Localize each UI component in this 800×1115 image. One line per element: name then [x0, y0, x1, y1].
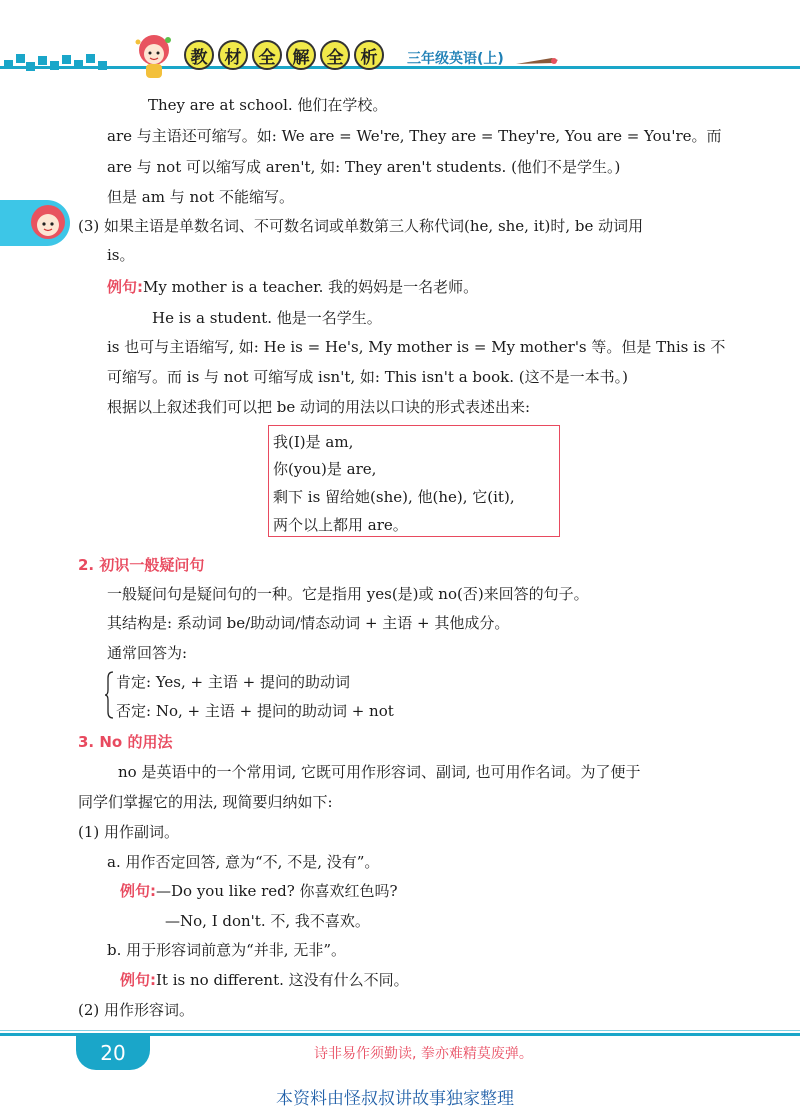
text-line: a. 用作否定回答, 意为“不, 不是, 没有”。	[107, 853, 380, 871]
title-char: 教	[184, 40, 214, 70]
example-text: It is no different. 这没有什么不同。	[156, 971, 409, 989]
text-line: 一般疑问句是疑问句的一种。它是指用 yes(是)或 no(否)来回答的句子。	[107, 585, 589, 603]
example-label: 例句:	[120, 882, 156, 900]
pen-icon	[514, 54, 560, 68]
example-line	[120, 970, 409, 990]
text-line: 否定: No, + 主语 + 提问的助动词 + not	[116, 702, 394, 720]
mnemonic-line: 我(I)是 am,	[273, 433, 354, 451]
text-line: 但是 am 与 not 不能缩写。	[107, 188, 294, 206]
title-char: 全	[320, 40, 350, 70]
book-title	[184, 40, 384, 70]
example-line	[107, 277, 478, 297]
title-char: 全	[252, 40, 282, 70]
text-line: b. 用于形容词前意为“并非, 无非”。	[107, 941, 347, 959]
example-label: 例句:	[107, 278, 143, 296]
text-line: (3) 如果主语是单数名词、不可数名词或单数第三人称代词(he, she, it)时, be 动词用	[78, 217, 644, 235]
section-title: 3. No 的用法	[78, 733, 173, 751]
title-char: 析	[354, 40, 384, 70]
text-line: are 与主语还可缩写。如: We are = We're, They are = They're, You are = You're。而	[107, 127, 722, 145]
example-text: —Do you like red? 你喜欢红色吗?	[156, 882, 398, 900]
brace-icon	[104, 670, 114, 720]
text-line: are 与 not 可以缩写成 aren't, 如: They aren't students. (他们不是学生。)	[107, 158, 621, 176]
text-line: 肯定: Yes, + 主语 + 提问的助动词	[116, 673, 350, 691]
text-line: 其结构是: 系动词 be/助动词/情态动词 + 主语 + 其他成分。	[107, 614, 510, 632]
text-line: 通常回答为:	[107, 644, 188, 662]
example-line	[120, 881, 398, 901]
text-line: (2) 用作形容词。	[78, 1001, 195, 1019]
mnemonic-line: 剩下 is 留给她(she), 他(he), 它(it),	[273, 488, 515, 506]
text-line: is 也可与主语缩写, 如: He is = He's, My mother is = My mother's 等。但是 This is 不	[107, 338, 726, 356]
example-label: 例句:	[120, 971, 156, 989]
text-line: no 是英语中的一个常用词, 它既可用作形容词、副词, 也可用作名词。为了便于	[118, 763, 641, 781]
header-band	[0, 66, 800, 69]
page-header	[0, 0, 800, 90]
text-line: 根据以上叙述我们可以把 be 动词的用法以口诀的形式表述出来:	[107, 398, 531, 416]
source-note: 本资料由怪叔叔讲故事独家整理	[276, 1089, 514, 1109]
page-number: 20	[76, 1036, 150, 1070]
text-line: He is a student. 他是一名学生。	[152, 309, 382, 327]
mnemonic-line: 两个以上都用 are。	[273, 516, 408, 534]
mnemonic-line: 你(you)是 are,	[273, 460, 377, 478]
text-line: 同学们掌握它的用法, 现简要归纳如下:	[78, 793, 333, 811]
grade-subject: 三年级英语(上)	[407, 51, 504, 67]
mascot-girl-icon	[128, 30, 180, 82]
footer-motto: 诗非易作须勤读, 拳亦难精莫废弹。	[314, 1046, 533, 1062]
text-line: They are at school. 他们在学校。	[148, 96, 388, 114]
text-line: (1) 用作副词。	[78, 823, 180, 841]
example-text: My mother is a teacher. 我的妈妈是一名老师。	[143, 278, 479, 296]
text-line: —No, I don't. 不, 我不喜欢。	[165, 912, 370, 930]
text-line: is。	[107, 246, 135, 264]
title-char: 材	[218, 40, 248, 70]
mascot-face-icon	[28, 202, 68, 242]
footer-rule-light	[0, 1030, 800, 1031]
section-title: 2. 初识一般疑问句	[78, 556, 205, 574]
mnemonic-box	[268, 425, 560, 537]
text-line: 可缩写。而 is 与 not 可缩写成 isn't, 如: This isn't a book. (这不是一本书。)	[107, 368, 628, 386]
title-char: 解	[286, 40, 316, 70]
